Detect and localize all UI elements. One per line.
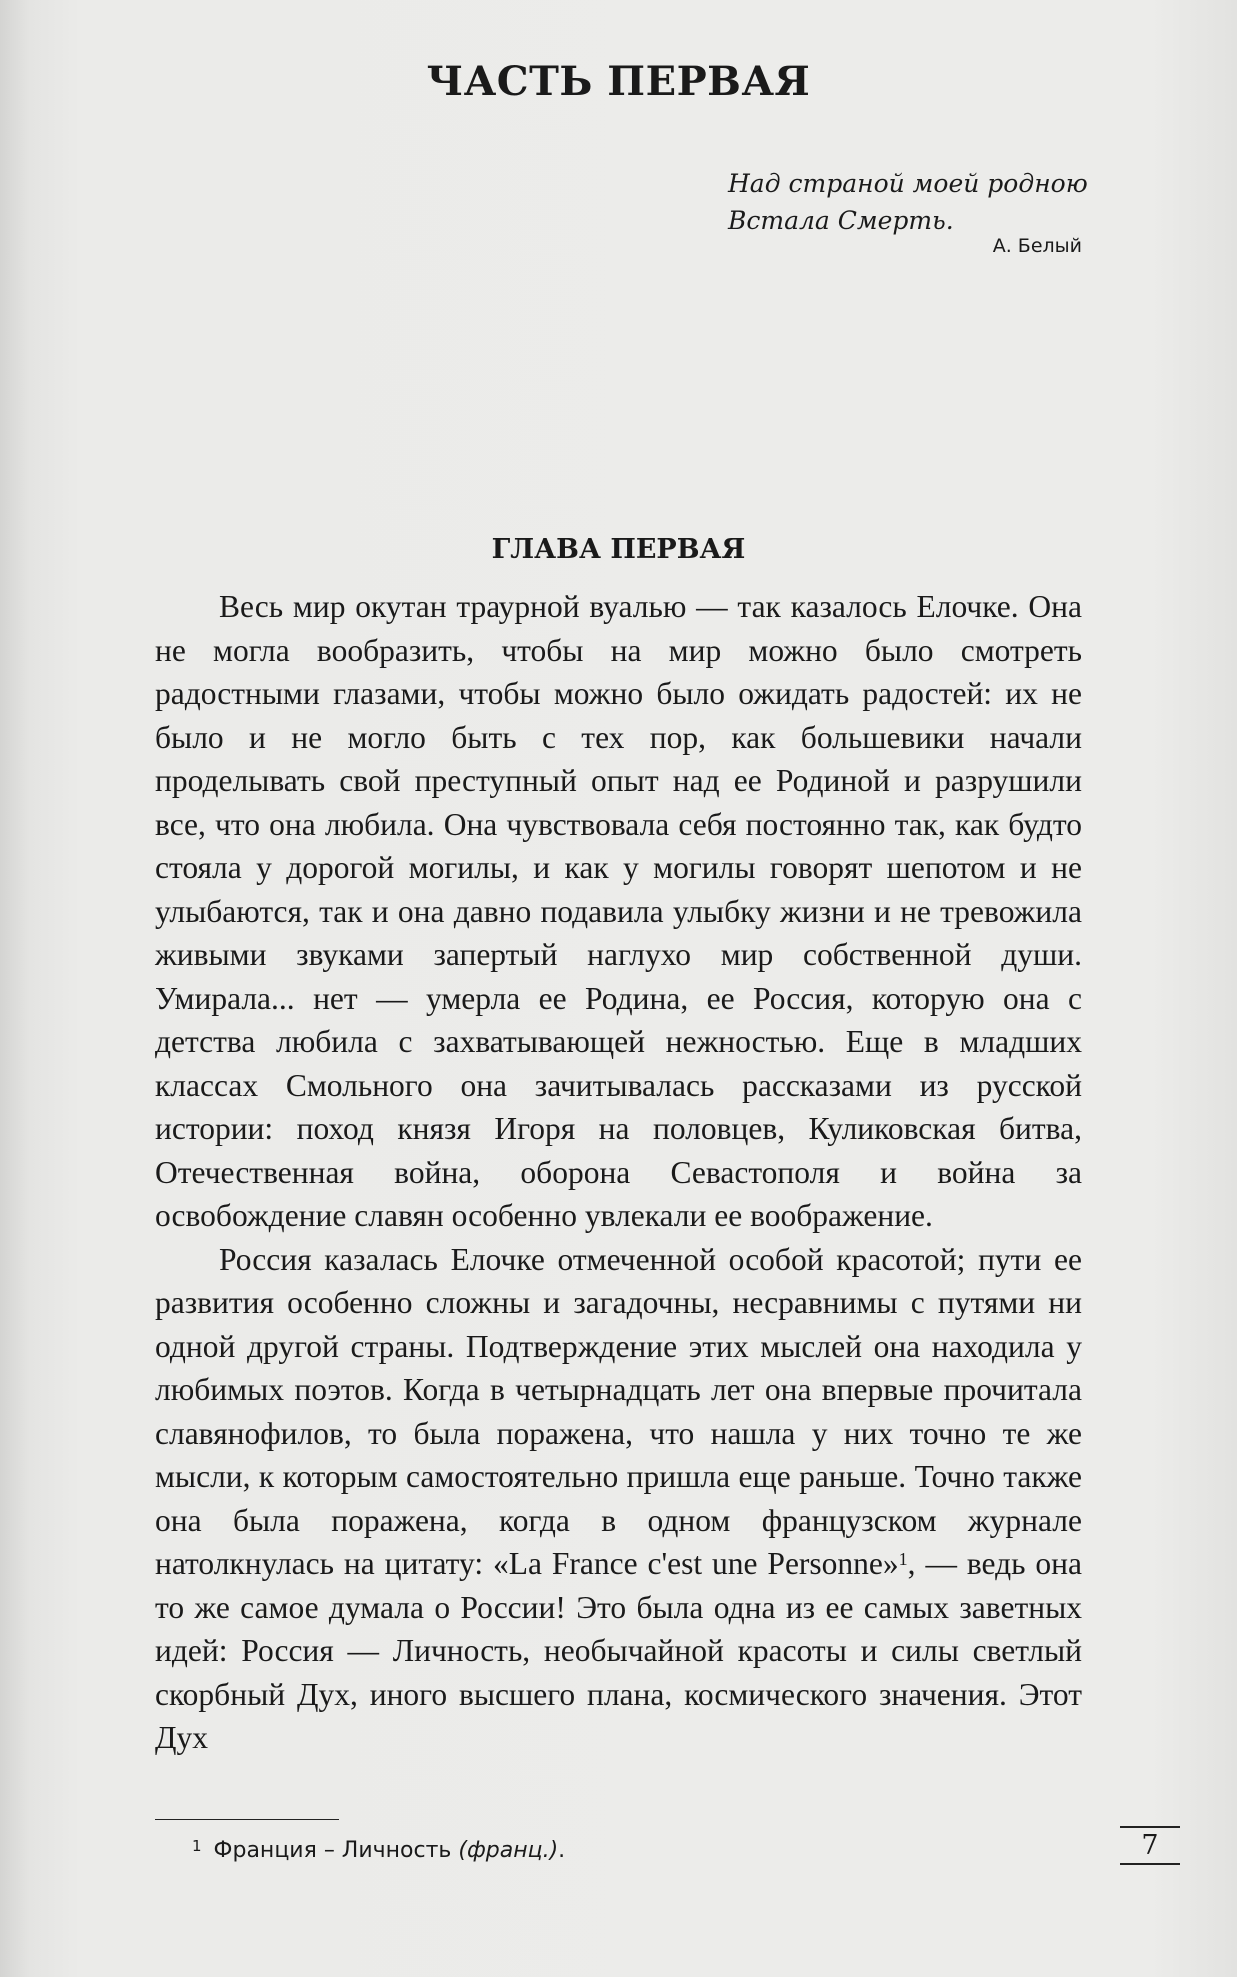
body-text <box>155 585 1082 1760</box>
part-title: ЧАСТЬ ПЕРВАЯ <box>426 58 811 105</box>
epigraph-line-2: Встала Смерть. <box>728 206 954 235</box>
footnote-number: 1 <box>192 1837 202 1855</box>
footnote-text: Франция – Личность <box>213 1838 459 1863</box>
footnote-end: . <box>558 1838 566 1863</box>
epigraph-author: А. Белый <box>992 235 1082 257</box>
chapter-title: ГЛАВА ПЕРВАЯ <box>491 534 746 565</box>
paragraph-2-tail: , — ведь она то же самое думала о России! Это была одна из ее самых заветных идей: Россия — Личность, необычайной красоты и силы светлый скорбный Дух, иного высшего плана, космического значения. Этот Дух <box>155 1546 1082 1755</box>
paragraph-2-head: Россия казалась Елочке отмеченной особой красотой; пути ее развития особенно сложны и загадочны, несравнимы с путями ни одной другой страны. Подтверждение этих мыслей она находила у любимых поэтов. Когда в четырнадцать лет она впервые прочитала славянофилов, то была поражена, что нашла у них точно те же мысли, к которым самостоятельно пришла еще раньше. Точно также она была поражена, когда в одном французском журнале натолкнулась на цитату: «La France c'est une Personne» <box>155 1241 1082 1581</box>
footnote-divider <box>155 1819 339 1820</box>
epigraph-line-1: Над страной моей родною <box>728 169 1088 198</box>
footnote-reference: 1 <box>898 1549 908 1569</box>
page-number: 7 <box>1120 1826 1180 1865</box>
footnote <box>192 1838 565 1863</box>
paragraph-1: Весь мир окутан траурной вуалью — так казалось Елочке. Она не могла вообразить, чтобы на мир можно было смотреть радостными глазами, чтобы можно было ожидать радостей: их не было и не могло быть с тех пор, как большевики начали проделывать свой преступный опыт над ее Родиной и разрушили все, что она любила. Она чувствовала себя постоянно так, как будто стояла у дорогой могилы, и как у могилы говорят шепотом и не улыбаются, так и она давно подавила улыбку жизни и не тревожила живыми звуками запертый наглухо мир собственной души. Умирала... нет — умерла ее Родина, ее Россия, которую она с детства любила с захватывающей нежностью. Еще в младших классах Смольного она зачитывалась рассказами из русской истории: поход князя Игоря на половцев, Куликовская битва, Отечественная война, оборона Севастополя и война за освобождение славян особенно увлекали ее воображение. <box>155 589 1082 1233</box>
epigraph <box>728 165 1088 239</box>
paragraph-2 <box>155 1238 1082 1760</box>
footnote-note: (франц.) <box>458 1838 559 1863</box>
